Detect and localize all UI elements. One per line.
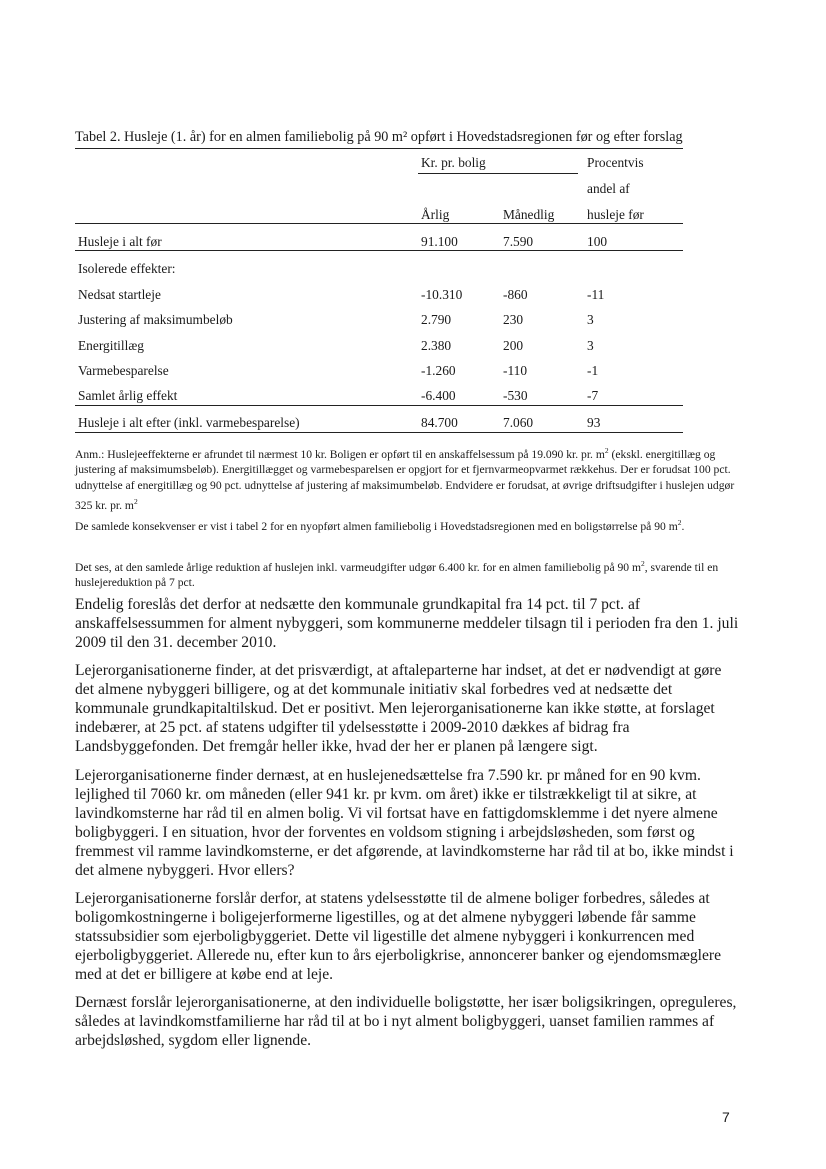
body-paragraph: Lejerorganisationerne finder, at det prisværdigt, at aftaleparterne har indset, at det er nødvendigt at gøre det almene nybyggeri billigere, og at det kommunale initiativ skal forbedres ved at nedsætte det kommunale grundkapitaltilskud. Det er positivt. Men lejerorganisationerne kan ikke støtte, at forslaget indebærer, at 25 pct. af statens udgifter til ydelsesstøtte i 2009-2010 dækkes af bidrag fra Landsbyggefonden. Det fremgår heller ikke, hvad der her er planen på længere sigt. (75, 662, 722, 755)
header-rule (75, 223, 683, 224)
row-label: Nedsat startleje (78, 287, 161, 302)
row-label: Husleje i alt før (78, 234, 162, 249)
row-pct: -7 (587, 388, 599, 403)
row-label: Energitillæg (78, 338, 144, 353)
consequences-note: De samlede konsekvenser er vist i tabel 2 for en nyopført almen familiebolig i Hovedstadsregionen med en boligstørrelse på 90 $m^2$. (75, 518, 685, 533)
pct-header-line-1: Procentvis (587, 155, 644, 170)
row-monthly: 7.060 (503, 415, 534, 430)
table-bottom-rule (75, 432, 683, 433)
body-paragraph: Lejerorganisationerne finder dernæst, at en huslejenedsættelse fra 7.590 kr. pr måned for en 90 kvm. lejlighed til 7060 kr. om måneden (eller 941 kr. pr kvm. om året) ikke er tilstrækkeligt til at sikre, at lavindkomsterne har råd til en almen bolig. Vi vil fortsat have en fattigdomsklemme i det nyere almene boligbyggeri. I en situation, hvor der forventes en voldsom stigning i arbejdsløsheden, som først og fremmest vil ramme lavindkomsterne, er det afgørende, at lavindkomsterne har råd til at bo, ikke mindst i det almene nybyggeri. Hvor ellers? (75, 767, 734, 879)
row-label: Husleje i alt efter (inkl. varmebesparelse) (78, 415, 300, 430)
row-rule (75, 405, 683, 406)
row-annual: -1.260 (421, 363, 456, 378)
row-annual: -6.400 (421, 388, 456, 403)
col-header-annual: Årlig (421, 207, 450, 222)
row-rule (75, 250, 683, 251)
row-annual: 84.700 (421, 415, 458, 430)
body-paragraph: Lejerorganisationerne forslår derfor, at statens ydelsesstøtte til de almene boliger forbedres, således at boligomkostningerne i boligejerformerne ligestilles, og at det almene nybyggeri løbende får samme statssubsidier som ejerboligbyggeriet. Dette vil ligestille det almene nybyggeri i konkurrencen med ejerboligbyggeriet. Allerede nu, efter kun to års ejerboligkrise, annoncerer banker og ejendomsmæglere med at det er billigere at købe end at leje. (75, 890, 722, 983)
row-label: Justering af maksimumbeløb (78, 312, 233, 327)
row-monthly: -110 (503, 363, 528, 378)
body-paragraph: Dernæst forslår lejerorganisationerne, at den individuelle boligstøtte, her især boligsikringen, opreguleres, således at lavindkomstfamilierne har råd til at bo i nyt alment boligbyggeri, uanset familien rammes af arbejdsløshed, sygdom eller lignende. (75, 994, 737, 1049)
col-header-monthly: Månedlig (503, 207, 555, 222)
row-monthly: -530 (503, 388, 528, 403)
rent-table (75, 0, 683, 440)
row-annual: -10.310 (421, 287, 463, 302)
row-monthly: 200 (503, 338, 524, 353)
group-header: Kr. pr. bolig (421, 155, 486, 170)
row-pct: 100 (587, 234, 608, 249)
row-annual: 2.380 (421, 338, 452, 353)
row-label: Varmebesparelse (78, 363, 169, 378)
row-monthly: 230 (503, 312, 524, 327)
row-annual: 2.790 (421, 312, 452, 327)
row-annual: 91.100 (421, 234, 458, 249)
pct-header-line-3: husleje før (587, 207, 644, 222)
row-monthly: 7.590 (503, 234, 534, 249)
table-note: Anm.: Huslejeeffekterne er afrundet til nærmest 10 kr. Boligen er opført til en anskaffelsessum på 19.090 kr. pr. $m^2$ (ekskl. energitillæg og justering af maksimumsbeløb). Energitillægget og varmebesparelsen er opgjort for et fjernvarmeopvarmet rækkehus. Der er forudsat 100 pct. udnyttelse af energitillæg og 90 pct. udnyttelse af justering af maksimumbeløb. Endvidere er forudsat, at øvrige driftsudgifter i huslejen udgør 325 kr. pr. $m^2$ (75, 446, 735, 512)
table-caption: Tabel 2. Husleje (1. år) for en almen familiebolig på 90 m² opført i Hovedstadsregionen før og efter forslag (75, 129, 683, 145)
page-number: 7 (722, 1109, 730, 1125)
row-pct: 93 (587, 415, 601, 430)
row-pct: 3 (587, 312, 594, 327)
row-label: Samlet årlig effekt (78, 388, 178, 403)
group-header-rule (418, 173, 578, 174)
row-label: Isolerede effekter: (78, 261, 176, 276)
pct-header-line-2: andel af (587, 181, 630, 196)
row-pct: -1 (587, 363, 599, 378)
reduction-note: Det ses, at den samlede årlige reduktion af huslejen inkl. varmeudgifter udgør 6.400 kr. for en almen familiebolig på 90 $m^2$, svarende til en huslejereduktion på 7 pct. (75, 559, 719, 590)
row-pct: 3 (587, 338, 594, 353)
row-pct: -11 (587, 287, 605, 302)
row-monthly: -860 (503, 287, 528, 302)
body-paragraph: Endelig foreslås det derfor at nedsætte den kommunale grundkapital fra 14 pct. til 7 pct. af anskaffelsessummen for alment nybyggeri, som kommunerne meddeler tilsagn til i perioden fra den 1. juli 2009 til den 31. december 2010. (75, 596, 739, 651)
